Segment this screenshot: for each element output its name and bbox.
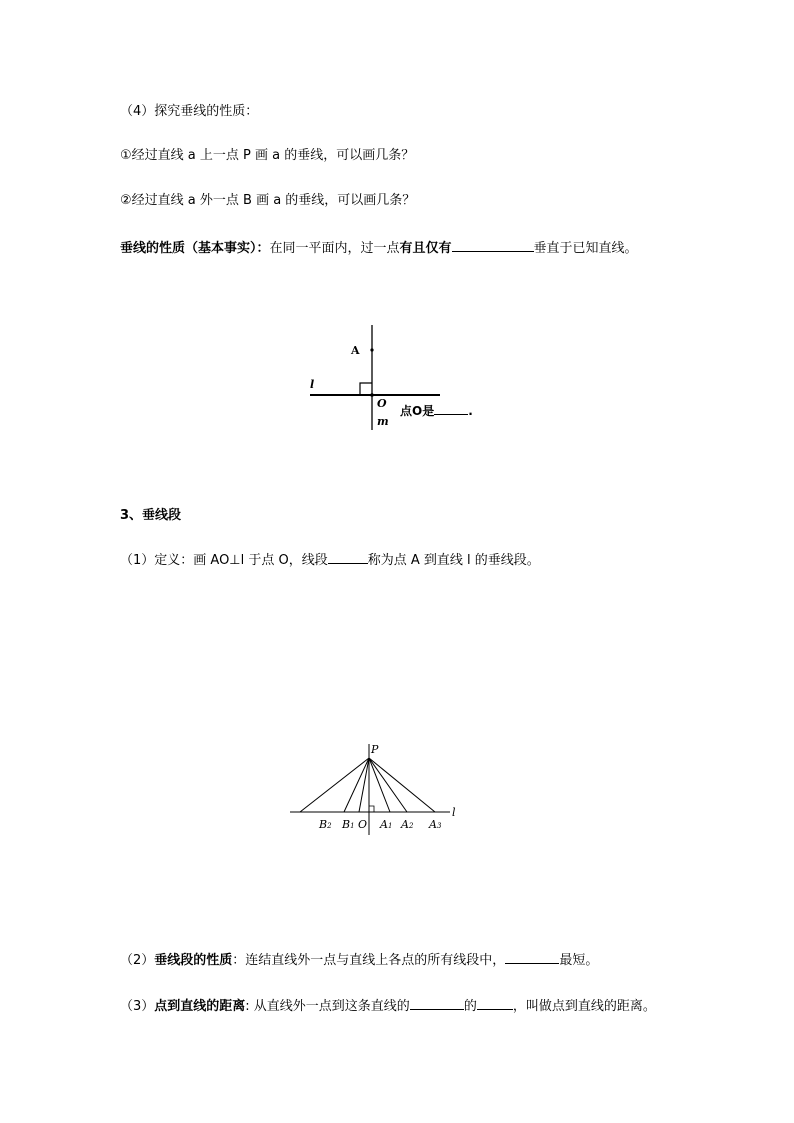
- label-l: l: [310, 378, 315, 391]
- item-2-prefix: （2）: [120, 953, 155, 968]
- property-emphasis: 有且仅有: [399, 241, 452, 256]
- right-angle-mark: [360, 383, 372, 395]
- label-o: O: [377, 397, 387, 410]
- label-b1: B1: [342, 818, 355, 831]
- perpendicular-property: [120, 239, 638, 257]
- definition-suffix: 称为点 A 到直线 l 的垂线段。: [367, 553, 540, 568]
- answer-blank[interactable]: [452, 239, 534, 252]
- right-angle-mark: [369, 806, 374, 812]
- property-label: 垂线的性质（基本事实）：: [120, 241, 270, 256]
- label-b2: B2: [319, 818, 332, 831]
- definition-line: [120, 551, 540, 569]
- definition-prefix: （1）定义：画 AO⊥l 于点 O，线段: [120, 553, 328, 568]
- item-3-bold: 点到直线的距离: [154, 999, 246, 1014]
- item-3-blank-2[interactable]: [477, 997, 513, 1010]
- property-text: 在同一平面内，过一点: [269, 241, 400, 256]
- point-a-dot: [370, 348, 373, 351]
- section-3-heading: 3、垂线段: [120, 508, 182, 523]
- definition-blank[interactable]: [328, 551, 368, 564]
- question-1: ①经过直线 a 上一点 P 画 a 的垂线，可以画几条？: [120, 148, 415, 163]
- item-2-blank[interactable]: [505, 951, 559, 964]
- segment-pa3: [369, 758, 435, 812]
- item-3-text: : 从直线外一点到这条直线的: [245, 999, 410, 1014]
- item-2-bold: 垂线段的性质: [154, 953, 233, 968]
- item-3-mid: 的: [463, 999, 477, 1014]
- segment-pb1: [344, 758, 369, 812]
- figure1-caption: [400, 403, 473, 419]
- label-o2: O: [358, 818, 368, 831]
- section-4-title: （4）探究垂线的性质：: [120, 104, 259, 119]
- item-3-blank-1[interactable]: [410, 997, 464, 1010]
- caption-text: 点O是: [400, 404, 435, 418]
- item-2-end: 最短。: [559, 953, 599, 968]
- label-a2: A2: [401, 818, 414, 831]
- label-p: P: [371, 743, 379, 756]
- label-a1: A1: [380, 818, 393, 831]
- item-3-end: ，叫做点到直线的距离。: [512, 999, 656, 1014]
- question-2: ②经过直线 a 外一点 B 画 a 的垂线，可以画几条？: [120, 193, 416, 208]
- label-a3: A3: [429, 818, 442, 831]
- item-2: [120, 951, 598, 969]
- label-l2: l: [452, 806, 456, 819]
- item-3: [120, 997, 656, 1015]
- label-a: A: [351, 344, 360, 357]
- item-3-prefix: （3）: [120, 999, 155, 1014]
- property-end: 垂直于已知直线。: [533, 241, 638, 256]
- segment-po-extra: [359, 758, 369, 812]
- item-2-text: ：连结直线外一点与直线上各点的所有线段中，: [232, 953, 506, 968]
- label-m: m: [377, 415, 389, 428]
- caption-end: .: [468, 404, 473, 418]
- segment-pb2: [300, 758, 369, 812]
- point-o-dot: [370, 393, 374, 397]
- caption-blank[interactable]: [434, 403, 468, 415]
